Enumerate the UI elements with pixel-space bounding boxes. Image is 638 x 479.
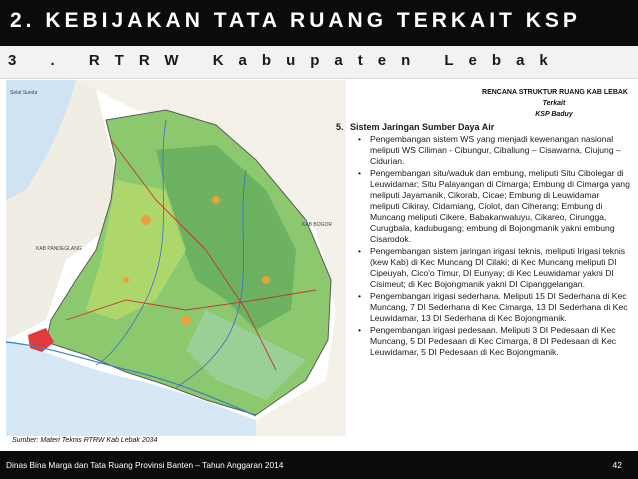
header-line-3: KSP Baduy xyxy=(535,111,573,118)
header-line-1: RENCANA STRUKTUR RUANG KAB LEBAK xyxy=(482,89,628,96)
bullet-icon: • xyxy=(358,291,362,301)
water-resources-section xyxy=(336,122,630,359)
slide-title: 2. KEBIJAKAN TATA RUANG TERKAIT KSP xyxy=(10,9,581,32)
header-line-2: Terkait xyxy=(542,100,566,107)
bullet-icon: • xyxy=(358,325,362,335)
list-item xyxy=(358,291,630,324)
section-number: 5. xyxy=(336,122,344,132)
strait-label: Selat Sunda xyxy=(10,90,38,96)
settlement-1 xyxy=(141,215,151,225)
settlement-4 xyxy=(262,276,270,284)
list-item xyxy=(358,246,630,290)
section-title: Sistem Jaringan Sumber Daya Air xyxy=(350,122,495,132)
bullet-list xyxy=(336,134,630,358)
list-item-text: Pengembangan irigasi sederhana. Meliputi 15 DI Sederhana di Kec Muncang, 7 DI Sederhana di Kec Cimarga, 13 DI Sederhana di Kec Leuwidamar, 13 DI Sederhana di Kec Bojongmanik. xyxy=(370,291,628,323)
list-item xyxy=(358,168,630,245)
map-image xyxy=(6,80,346,436)
settlement-2 xyxy=(212,196,220,204)
map-source: Sumber: Materi Teknis RTRW Kab Lebak 2034 xyxy=(12,437,158,444)
list-item xyxy=(358,325,630,358)
slide-subtitle: 3 . RTRW Kabupaten Lebak xyxy=(8,52,563,69)
footer-bar xyxy=(0,451,638,479)
title-bar xyxy=(0,0,638,46)
list-item-text: Pengembangan sistem WS yang menjadi kewenangan nasional meliputi WS Ciliman - Cibungur, Cibaliung – Cisawarna, Ciujung – Cidurian. xyxy=(370,134,621,166)
bullet-icon: • xyxy=(358,246,362,256)
page-number: 42 xyxy=(612,460,622,470)
section-heading xyxy=(336,122,630,133)
bullet-icon: • xyxy=(358,134,362,144)
list-item-text: Pengembangan situ/waduk dan embung, meliputi Situ Cibolegar di Leuwidamar; Situ Palayangan di Cimarga; Embung di Cimarga yang meliputi Jayamanik, Cikorab, Cicae; Embung di Leuwidamar meliputi Cikiray, Cidamiang, Ciolot, dan Ciherang; Embung di Muncang meliputi Cikere, Babakanwaluyu, Cikareo, Cirungga, Curugbala, kadubugang; embung di Bojongmanik yakni embung Cisarodok. xyxy=(370,168,630,244)
settlement-5 xyxy=(123,277,129,283)
list-item-text: Pengembangan sistem jaringan irigasi teknis, meliputi Irigasi teknis (kew Kab) di Kec Muncang DI Cilaki; di Kec Muncang meliputi DI Cipeuyah, Cico'o Timur, DI Eunyay; di Kec Leuwidamar yakni DI Cisimeut; di Kec Bojongmanik yakni DI Cipanggelangan. xyxy=(370,246,626,289)
settlement-3 xyxy=(181,315,191,325)
footer-text: Dinas Bina Marga dan Tata Ruang Provinsi Banten – Tahun Anggaran 2014 xyxy=(6,460,284,470)
bogor-label: KAB BOGOR xyxy=(302,222,333,228)
map-header xyxy=(340,87,628,120)
pandeglang-label: KAB PANDEGLANG xyxy=(36,246,82,252)
list-item-text: Pengembangan irigasi pedesaan. Meliputi 3 DI Pedesaan di Kec Muncang, 5 DI Pedesaan di Kec Cimarga, 8 DI Pedesaan di Kec Leuwidamar, 5 DI Pedesaan di Kec Bojongmanik. xyxy=(370,325,617,357)
subtitle-bar xyxy=(0,46,638,79)
bullet-icon: • xyxy=(358,168,362,178)
regional-map xyxy=(6,80,346,436)
list-item xyxy=(358,134,630,167)
